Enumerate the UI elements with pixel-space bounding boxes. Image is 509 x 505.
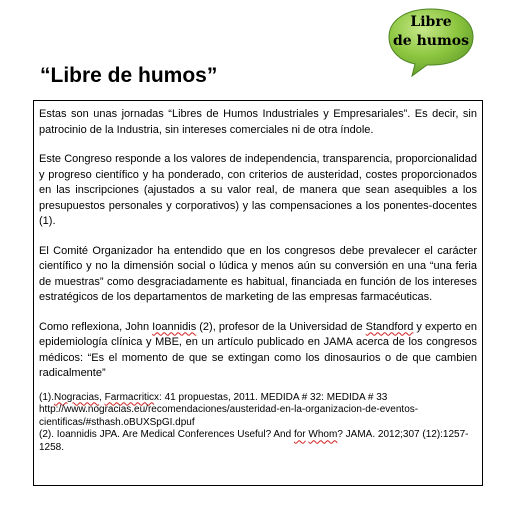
reference-1 bbox=[39, 392, 477, 405]
ref2-for: for bbox=[293, 429, 306, 441]
badge-line-2: de humos bbox=[393, 33, 469, 49]
ref2-text-e: ? JAMA. 2012;307 (12):1257-1258. bbox=[39, 429, 469, 453]
reference-2 bbox=[39, 429, 477, 454]
ref1-number: (1). bbox=[39, 391, 54, 403]
paragraph-3: El Comité Organizador ha entendido que en los congresos debe prevalecer el carácter científico y no la dimensión social o lúdica y menos aún su conversión en una “una feria de muestras” como desgraciadamente es habitual, financiada en función de los intereses estratégicos de los departamentos de marketing de las empresas farmacéuticas. bbox=[39, 244, 477, 303]
ref2-whom: Whom bbox=[308, 429, 338, 441]
paragraph-1: Estas son unas jornadas “Libres de Humos Industriales y Empresariales”. Es decir, sin patrocinio de la Industria, sin intereses comerciales ni de otra índole. bbox=[39, 108, 477, 136]
content-box bbox=[33, 100, 483, 486]
libre-de-humos-badge bbox=[382, 6, 480, 78]
paragraph-2: Este Congreso responde a los valores de independencia, transparencia, proporcionalidad y progreso científico y ha ponderado, con criterios de austeridad, costes proporcionados en las inscripciones (ajustados a su valor real, de manera que sean asequibles a los presupuestos personales y corporativos) y las compensaciones a los ponentes-docentes (1). bbox=[39, 153, 477, 227]
ref1-nogracias: Nogracias bbox=[54, 391, 100, 403]
p4-text-e: y experto en epidemiología clínica y MBE, en un artículo publicado en JAMA acerca de los congresos médicos: “Es el momento de que se extingan como los dinosaurios o de que cambien radicalmente” bbox=[39, 320, 477, 379]
ref1-rest: x: 41 propuestas, 2011. MEDIDA # 32: MEDIDA # 33 bbox=[154, 391, 388, 403]
page-title: “Libre de humos” bbox=[40, 64, 218, 87]
reference-1-url-line-1: http://www.nogracias.eu/recomendaciones/austeridad-en-la-organizacion-de-eventos- bbox=[39, 404, 419, 416]
ref2-text-a: (2). Ioannidis JPA. Are Medical Conferences Useful? And bbox=[39, 429, 294, 441]
ref1-farmacriticx: Farmacritic bbox=[104, 391, 155, 403]
references bbox=[39, 392, 477, 455]
p4-name-ioannidis: Ioannidis bbox=[152, 320, 197, 333]
ref1-comma: , bbox=[99, 391, 105, 403]
p4-text-c: (2), profesor de la Universidad de bbox=[196, 320, 366, 333]
p4-text-a: Como reflexiona, John bbox=[39, 320, 153, 333]
reference-1-url-line-2: cientificas/#sthash.oBUXSpGI.dpuf bbox=[39, 416, 195, 428]
p4-name-standford: Standford bbox=[365, 320, 414, 333]
paragraph-4 bbox=[39, 320, 477, 382]
badge-line-1: Libre bbox=[410, 14, 452, 30]
